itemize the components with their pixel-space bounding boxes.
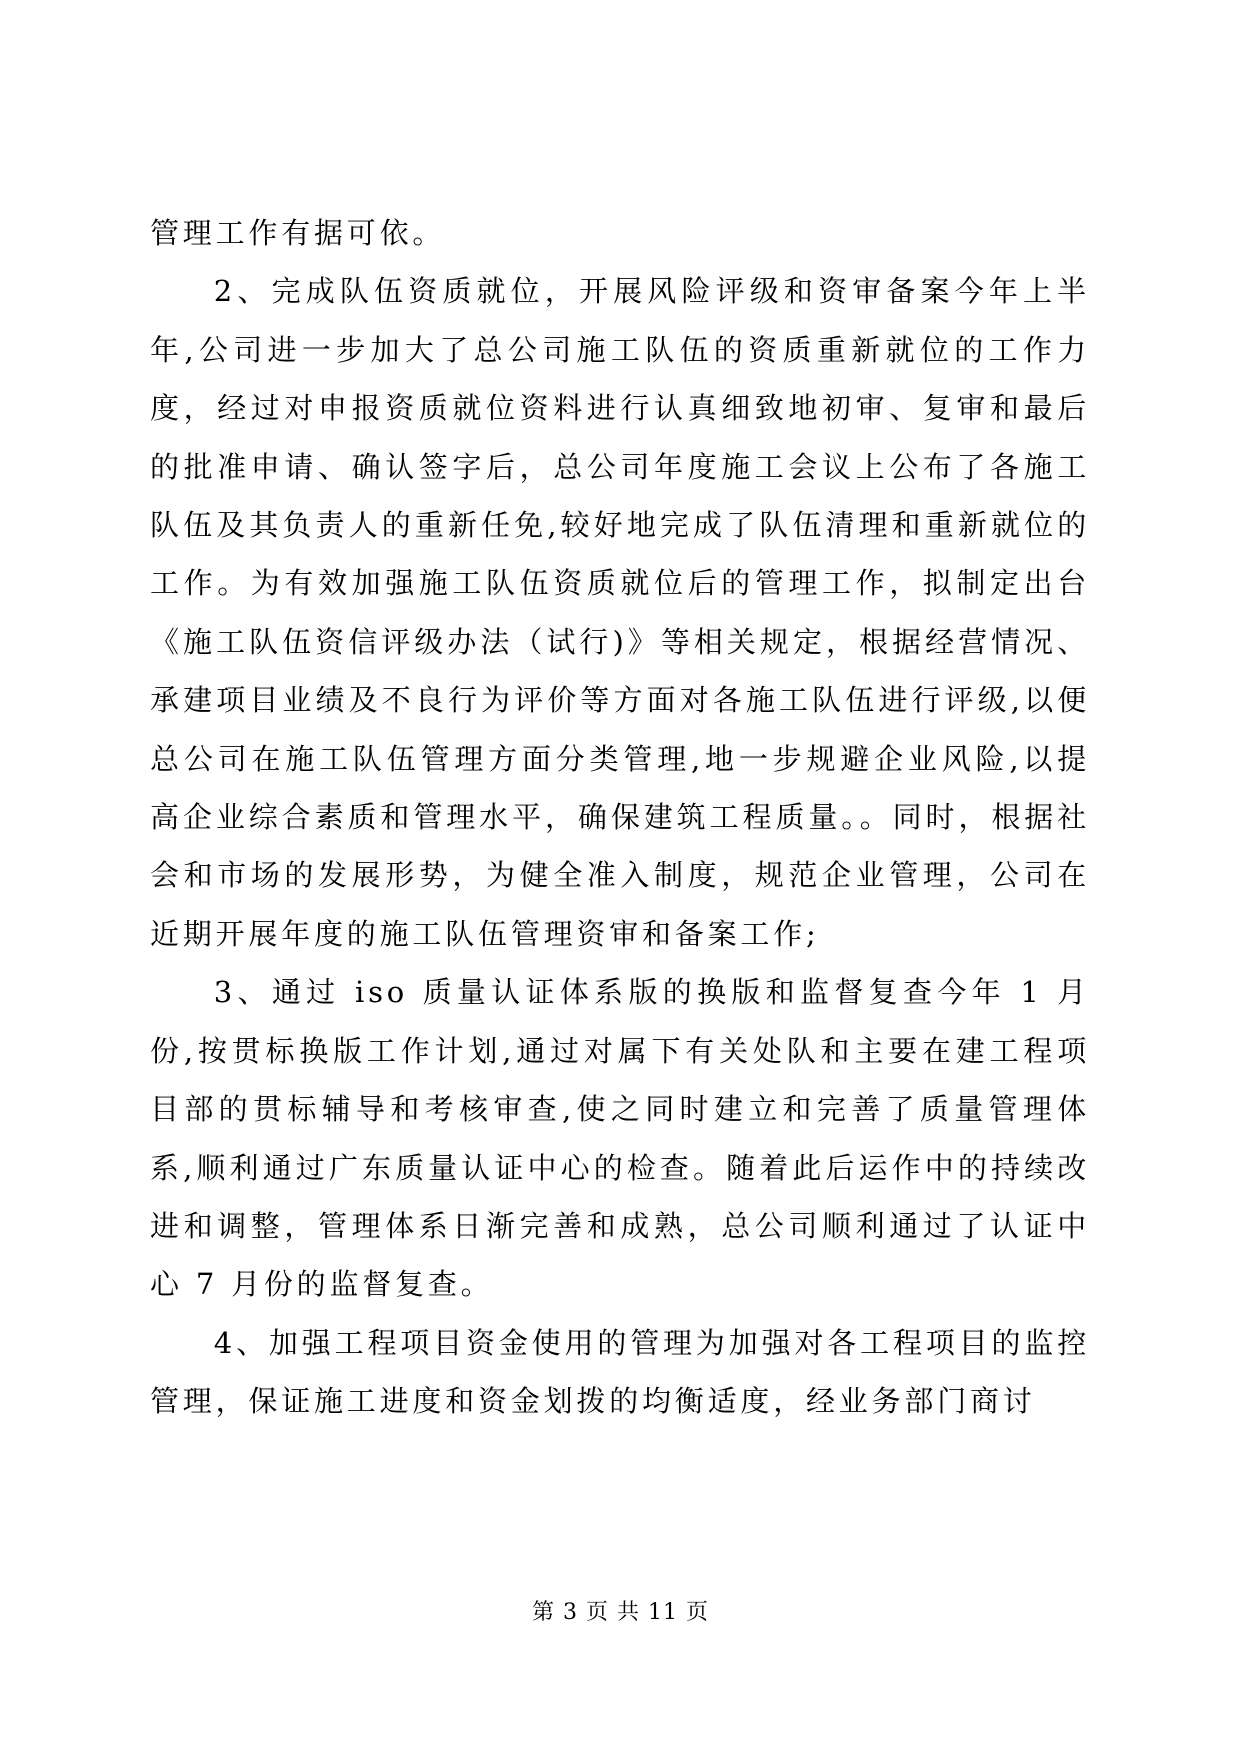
page-number-footer: 第 3 页 共 11 页 (532, 1600, 709, 1625)
paragraph-4: 4、加强工程项目资金使用的管理为加强对各工程项目的监控管理，保证施工进度和资金划拨的均衡适度，经业务部门商讨 (150, 1325, 1090, 1419)
paragraph-3: 3、通过 iso 质量认证体系版的换版和监督复查今年 1 月份,按贯标换版工作计划,通过对属下有关处队和主要在建工程项目部的贯标辅导和考核审查,使之同时建立和完善了质量管理体系,顺利通过广东质量认证中心的检查。随着此后运作中的持续改进和调整，管理体系日渐完善和成熟，总公司顺利通过了认证中心 7 月份的监督复查。 (150, 975, 1090, 1302)
paragraph-2: 2、完成队伍资质就位，开展风险评级和资审备案今年上半年,公司进一步加大了总公司施工队伍的资质重新就位的工作力度，经过对申报资质就位资料进行认真细致地初审、复审和最后的批准申请、确认签字后，总公司年度施工会议上公布了各施工队伍及其负责人的重新任免,较好地完成了队伍清理和重新就位的工作。为有效加强施工队伍资质就位后的管理工作，拟制定出台《施工队伍资信评级办法（试行)》等相关规定，根据经营情况、承建项目业绩及不良行为评价等方面对各施工队伍进行评级,以便总公司在施工队伍管理方面分类管理,地一步规避企业风险,以提高企业综合素质和管理水平，确保建筑工程质量。。同时，根据社会和市场的发展形势，为健全准入制度，规范企业管理，公司在近期开展年度的施工队伍管理资审和备案工作; (150, 274, 1090, 951)
paragraph-1: 管理工作有据可依。 (150, 216, 446, 250)
document-body (150, 204, 1090, 1431)
